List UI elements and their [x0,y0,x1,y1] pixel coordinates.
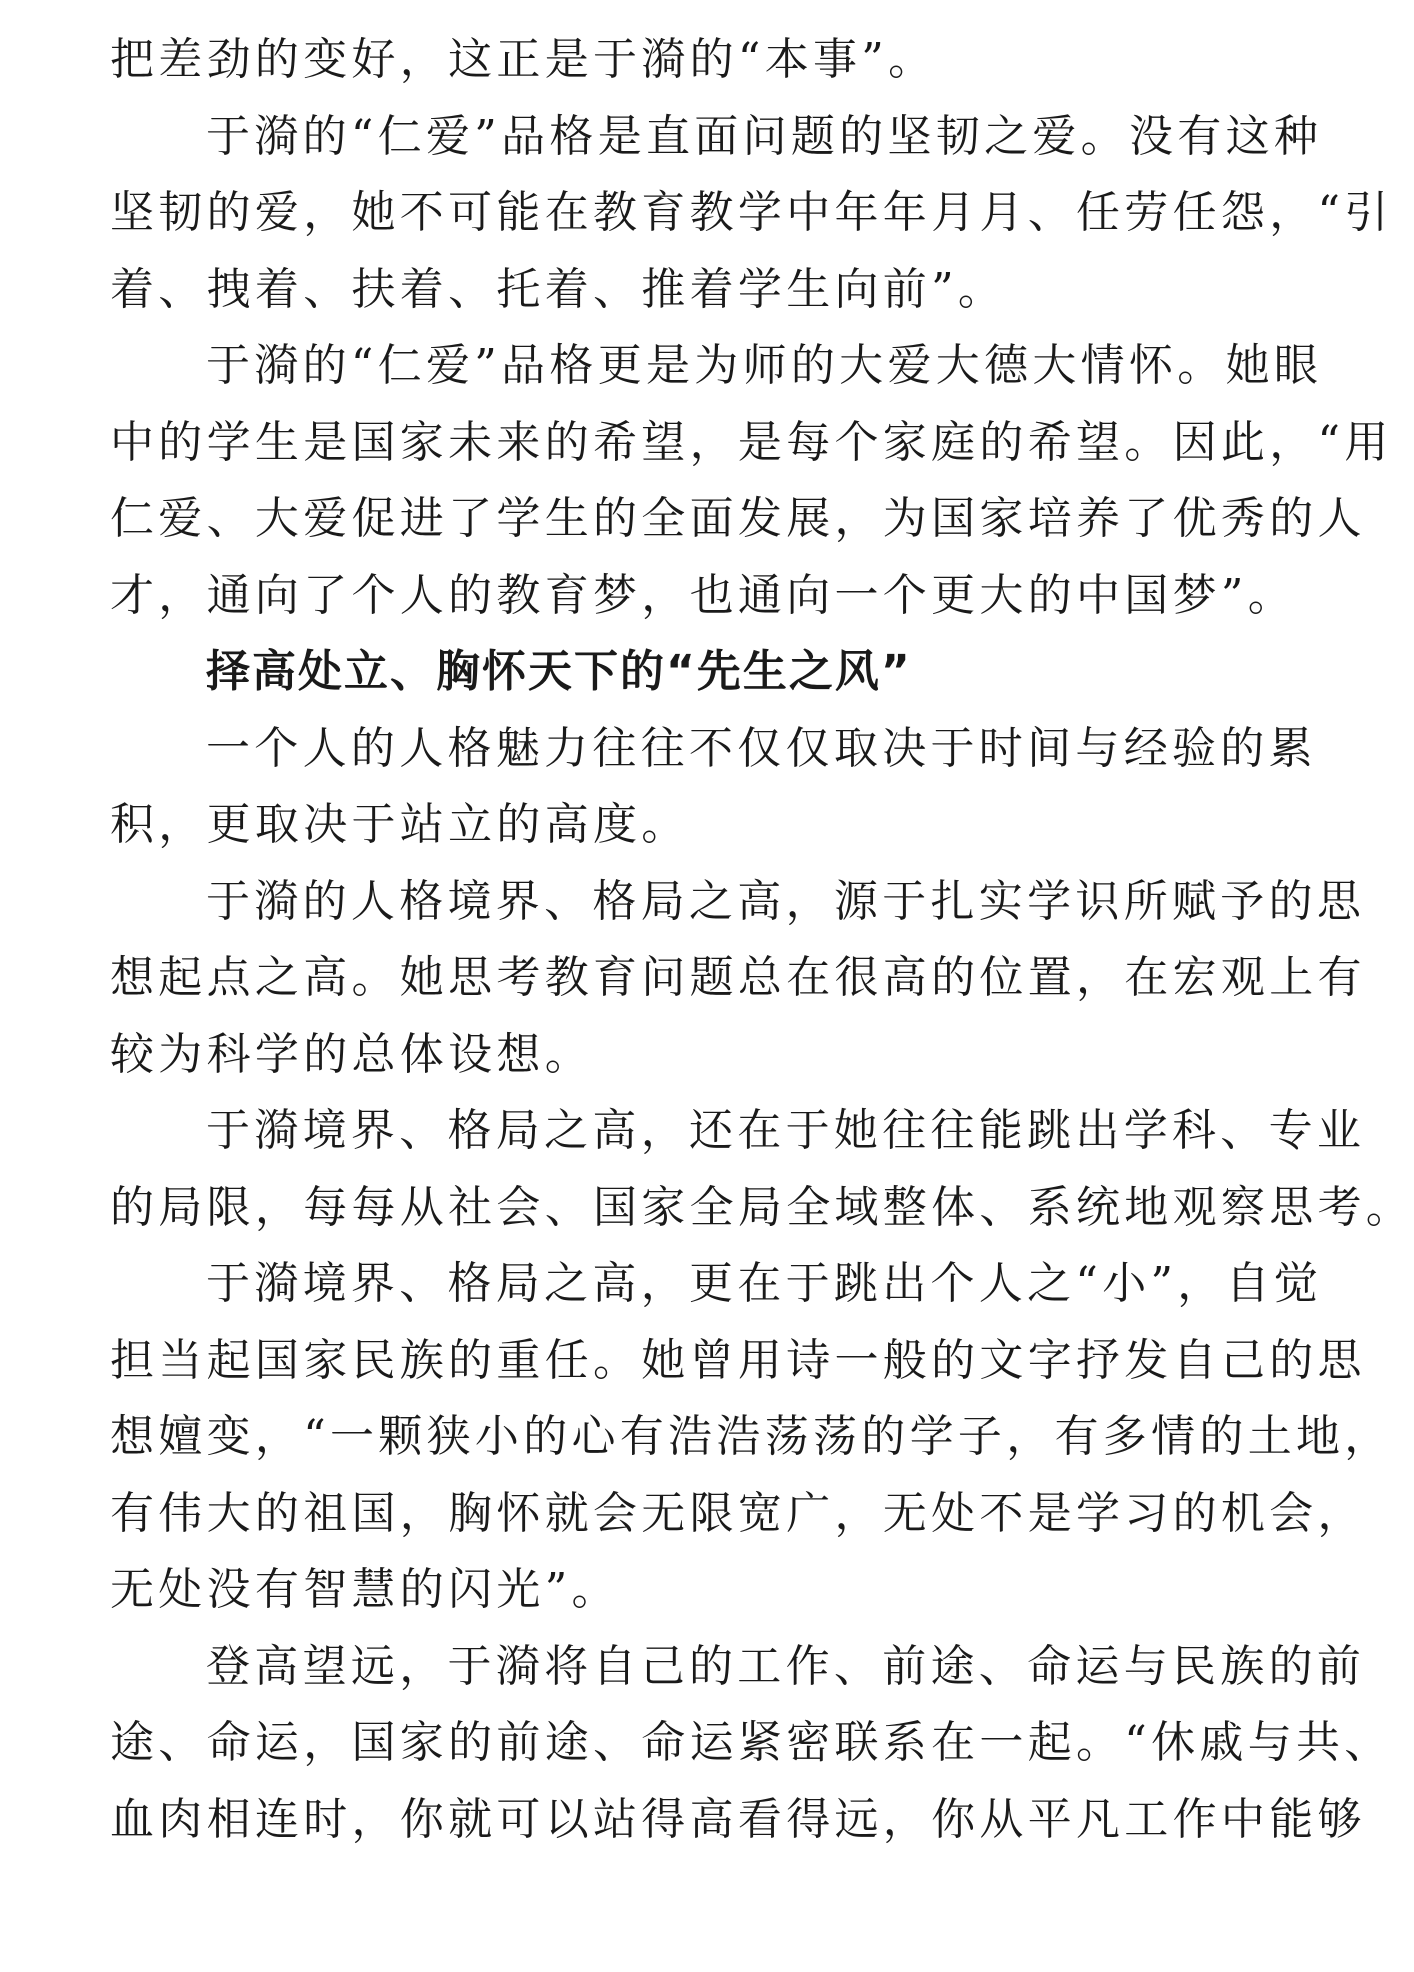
text-line: 中的学生是国家未来的希望，是每个家庭的希望。因此，“用 [110,416,1393,468]
section-heading: 择高处立、胸怀天下的“先生之风” [206,646,912,697]
text-line: 担当起国家民族的重任。她曾用诗一般的文字抒发自己的思 [110,1334,1366,1386]
paragraph-start-line: 于漪的人格境界、格局之高，源于扎实学识所赋予的思 [206,875,1366,927]
text-line: 有伟大的祖国，胸怀就会无限宽广，无处不是学习的机会， [110,1487,1366,1539]
paragraph-start-line: 于漪的“仁爱”品格是直面问题的坚韧之爱。没有这种 [206,110,1323,162]
paragraph-start-line: 于漪的“仁爱”品格更是为师的大爱大德大情怀。她眼 [206,340,1323,391]
paragraph-start-line: 一个人的人格魅力往往不仅仅取决于时间与经验的累 [206,722,1317,774]
text-line: 较为科学的总体设想。 [110,1028,593,1080]
text-line: 坚韧的爱，她不可能在教育教学中年年月月、任劳任怨，“引 [110,187,1393,238]
text-line: 才，通向了个人的教育梦，也通向一个更大的中国梦”。 [110,569,1296,621]
text-line: 无处没有智慧的闪光”。 [110,1564,620,1615]
body-text [110,22,1414,1858]
text-line: 仁爱、大爱促进了学生的全面发展，为国家培养了优秀的人 [110,493,1366,544]
text-line: 想起点之高。她思考教育问题总在很高的位置，在宏观上有 [110,952,1366,1003]
paragraph-start-line: 于漪境界、格局之高，更在于跳出个人之“小”，自觉 [206,1258,1323,1309]
text-line: 积，更取决于站立的高度。 [110,799,690,850]
text-line: 途、命运，国家的前途、命运紧密联系在一起。“休戚与共、 [110,1717,1393,1768]
text-line: 把差劲的变好，这正是于漪的“本事”。 [110,34,937,85]
paragraph-start-line: 于漪境界、格局之高，还在于她往往能跳出学科、专业 [206,1105,1366,1156]
text-line: 着、拽着、扶着、托着、推着学生向前”。 [110,263,1007,315]
text-line: 血肉相连时，你就可以站得高看得远，你从平凡工作中能够 [110,1793,1366,1845]
text-line: 的局限，每每从社会、国家全局全域整体、系统地观察思考。 [110,1181,1414,1233]
text-line: 想嬗变，“一颗狭小的心有浩浩荡荡的学子，有多情的土地， [110,1411,1393,1462]
paragraph-start-line: 登高望远，于漪将自己的工作、前途、命运与民族的前 [206,1640,1366,1692]
